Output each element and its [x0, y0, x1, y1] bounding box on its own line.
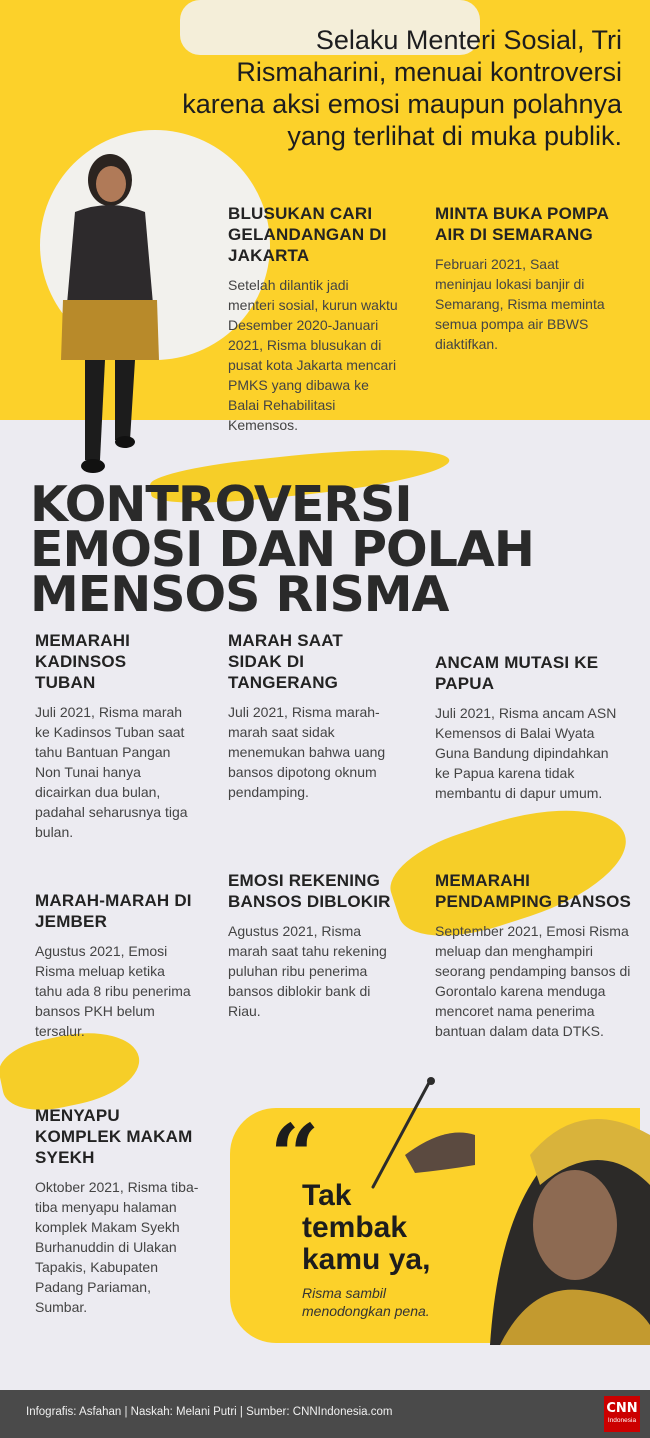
quote-text: Tak tembak kamu ya, — [302, 1179, 431, 1276]
quote-source: Risma sambil menodongkan pena. — [302, 1285, 430, 1319]
top-item-1-body: Setelah dilantik jadi menteri sosial, kurun waktu Desember 2020-Januari 2021, Risma blusukan di pusat kota Jakarta mencari PMKS yang dibawa ke Balai Rehabilitasi Kemensos. — [228, 277, 398, 433]
item-1-body: Juli 2021, Risma marah ke Kadinsos Tuban saat tahu Bantuan Pangan Non Tunai hanya dicairkan dua bulan, padahal seharusnya tiga bulan. — [35, 704, 188, 840]
item-4-heading: MARAH-MARAH DI JEMBER — [35, 891, 192, 931]
pen-hand-illustration — [365, 1075, 475, 1190]
cnn-logo-subtext: Indonesia — [607, 1417, 637, 1424]
quote-mark: “ — [270, 1106, 320, 1207]
cnn-indonesia-logo — [604, 1396, 640, 1432]
top-item-2-body: Februari 2021, Saat meninjau lokasi banjir di Semarang, Risma meminta semua pompa air BBWS diaktifkan. — [435, 256, 605, 352]
top-item-1-heading: BLUSUKAN CARI GELANDANGAN DI JAKARTA — [228, 204, 387, 265]
item-4-body: Agustus 2021, Emosi Risma meluap ketika tahu ada 8 ribu penerima bansos PKH belum tersalur. — [35, 943, 191, 1039]
item-6-heading: MEMARAHI PENDAMPING BANSOS — [435, 871, 632, 911]
item-2-heading: MARAH SAAT SIDAK DI TANGERANG — [228, 631, 344, 692]
item-5-body: Agustus 2021, Risma marah saat tahu rekening puluhan ribu penerima bansos diblokir bank di Riau. — [228, 923, 387, 1019]
footer-credits: Infografis: Asfahan | Naskah: Melani Putri | Sumber: CNNIndonesia.com — [26, 1406, 393, 1418]
item-7 — [35, 1105, 200, 1317]
item-4 — [35, 890, 195, 1041]
cnn-logo-text: CNN — [606, 1401, 638, 1416]
item-7-heading: MENYAPU KOMPLEK MAKAM SYEKH — [35, 1106, 193, 1167]
item-3 — [435, 652, 620, 803]
top-item-2-heading: MINTA BUKA POMPA AIR DI SEMARANG — [435, 204, 609, 244]
top-item-2 — [435, 203, 615, 354]
item-6 — [435, 870, 635, 1041]
item-3-heading: ANCAM MUTASI KE PAPUA — [435, 653, 599, 693]
item-7-body: Oktober 2021, Risma tiba-tiba menyapu halaman komplek Makam Syekh Burhanuddin di Ulakan Tapakis, Kabupaten Padang Pariaman, Sumbar. — [35, 1179, 199, 1315]
item-2-body: Juli 2021, Risma marah-marah saat sidak menemukan bahwa uang bansos dipotong oknum pendamping. — [228, 704, 386, 800]
risma-portrait-illustration — [470, 1075, 650, 1345]
main-title — [30, 476, 534, 623]
top-item-1 — [228, 203, 398, 435]
item-1-heading: MEMARAHI KADINSOS TUBAN — [35, 631, 131, 692]
risma-standing-figure — [55, 150, 165, 480]
item-2 — [228, 630, 398, 802]
intro-text: Selaku Menteri Sosial, Tri Rismaharini, menuai kontroversi karena aksi emosi maupun polahnya yang terlihat di muka publik. — [182, 25, 622, 151]
main-title-line-2: EMOSI DAN POLAH — [30, 521, 534, 578]
main-title-line-3: MENSOS RISMA — [30, 566, 449, 623]
item-1 — [35, 630, 190, 842]
item-5 — [228, 870, 403, 1021]
item-5-heading: EMOSI REKENING BANSOS DIBLOKIR — [228, 871, 391, 911]
item-3-body: Juli 2021, Risma ancam ASN Kemensos di Balai Wyata Guna Bandung dipindahkan ke Papua karena tidak membantu di dapur umum. — [435, 705, 617, 801]
main-title-line-1: KONTROVERSI — [30, 476, 412, 533]
item-6-body: September 2021, Emosi Risma meluap dan menghampiri seorang pendamping bansos di Gorontalo karena menduga mencoret nama penerima bantuan dalam data DTKS. — [435, 923, 631, 1039]
